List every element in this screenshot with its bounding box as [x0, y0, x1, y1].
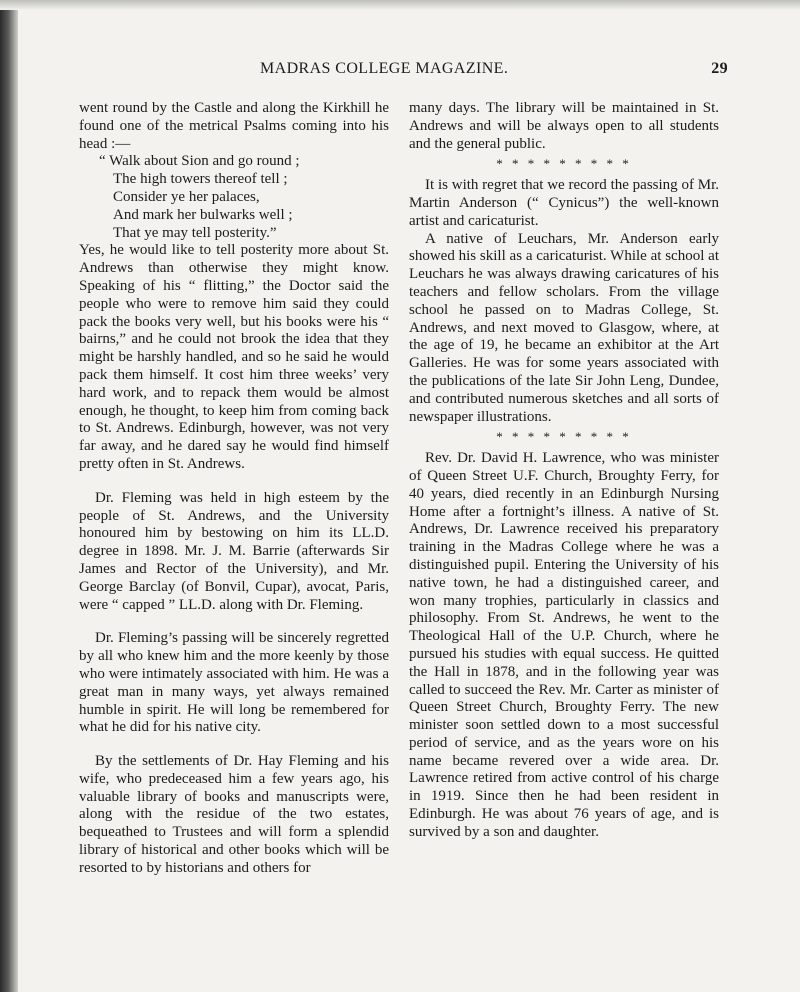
paragraph-passing: Dr. Fleming’s passing will be sincerely regretted by all who knew him and the more keenly by those who were intimately associated with him. He was a great man in many ways, yet always remained humble in spirit. He will long be remembered for what he did for his native city.: [79, 630, 389, 736]
paragraph-esteem: Dr. Fleming was held in high esteem by the people of St. Andrews, and the University honoured him by bestowing on him its LL.D. degree in 1898. Mr. J. M. Barrie (afterwards Sir James and Rector of the University), and Mr. George Barclay (of Bonvil, Cupar), avocat, Paris, were “ capped ” LL.D. along with Dr. Fleming.: [79, 489, 389, 613]
paragraph-continued: went round by the Castle and along the Kirkhill he found one of the metrical Psalms coming into his head :—: [79, 100, 389, 152]
verse-line: And mark her bulwarks well ;: [113, 206, 293, 223]
paragraph-lawrence: Rev. Dr. David H. Lawrence, who was minister of Queen Street U.F. Church, Broughty Ferry, for 40 years, died recently in an Edinburgh Nursing Home after a fortnight’s illness. A native of St. Andrews, Dr. Lawrence received his preparatory training in the Madras College where he was a distinguished pupil. Entering the University of his native town, he had a distinguished career, and won many trophies, particularly in classics and philosophy. From St. Andrews, he went to the Theological Hall of the U.P. Church, where he pursued his studies with equal success. He quitted the Hall in 1878, and in the following year was called to succeed the Rev. Mr. Carter as minister of Queen Street Church, Broughty Ferry. The new minister soon settled down to a most successful period of service, and as the years wore on his name became revered over a wide area. Dr. Lawrence retired from active control of his charge in 1919. Since then he had been resident in Edinburgh. He was about 76 years of age, and is survived by a son and daughter.: [409, 450, 719, 840]
paragraph-anderson-career: A native of Leuchars, Mr. Anderson early showed his skill as a caricaturist. While at school at Leuchars he was always drawing caricatures of his teachers and fellow scholars. From the village school he passed on to Madras College, St. Andrews, and next moved to Glasgow, where, at the age of 19, he became an exhibitor at the Art Galleries. He was for some years associated with the publications of the late Sir John Leng, Dundee, and contributed numerous sketches and all sorts of newspaper illustrations.: [409, 230, 719, 425]
psalm-verse: [99, 153, 389, 242]
page-number: 29: [711, 60, 728, 77]
left-column: [79, 100, 389, 878]
scan-top-edge: [0, 0, 800, 10]
section-separator: * * * * * * * * *: [496, 429, 632, 445]
running-title: MADRAS COLLEGE MAGAZINE.: [260, 60, 509, 77]
verse-line: That ye may tell posterity.”: [113, 224, 277, 241]
paragraph-flitting: Yes, he would like to tell posterity more about St. Andrews than otherwise they might know. Speaking of his “ flitting,” the Doctor said the people who were to remove him said they could pack the books very well, but his books were his “ bairns,” and he could not brook the idea that they might be harshly handled, and so he said he would pack them himself. It cost him three weeks’ very hard work, and to repack them would be almost enough, he thought, to keep him from coming back to St. Andrews. Edinburgh, however, was not very far away, and he dared say he would find himself pretty often in St. Andrews.: [79, 242, 389, 472]
paragraph-library: many days. The library will be maintained in St. Andrews and will be always open to all students and the general public.: [409, 100, 719, 152]
verse-line: Consider ye her palaces,: [113, 188, 260, 205]
paragraph-anderson-intro: It is with regret that we record the passing of Mr. Martin Anderson (“ Cynicus”) the well-known artist and caricaturist.: [409, 177, 719, 229]
verse-line: “ Walk about Sion and go round ;: [99, 153, 300, 170]
right-column: [409, 100, 719, 842]
section-separator: * * * * * * * * *: [496, 156, 632, 172]
verse-line: The high towers thereof tell ;: [113, 171, 288, 188]
paragraph-settlements: By the settlements of Dr. Hay Fleming and his wife, who predeceased him a few years ago, his valuable library of books and manuscripts were, along with the residue of the two estates, bequeathed to Trustees and will form a splendid library of historical and other books which will be resorted to by historians and others for: [79, 753, 389, 876]
page-header: [78, 60, 728, 82]
scan-binding-shadow: [0, 0, 18, 992]
